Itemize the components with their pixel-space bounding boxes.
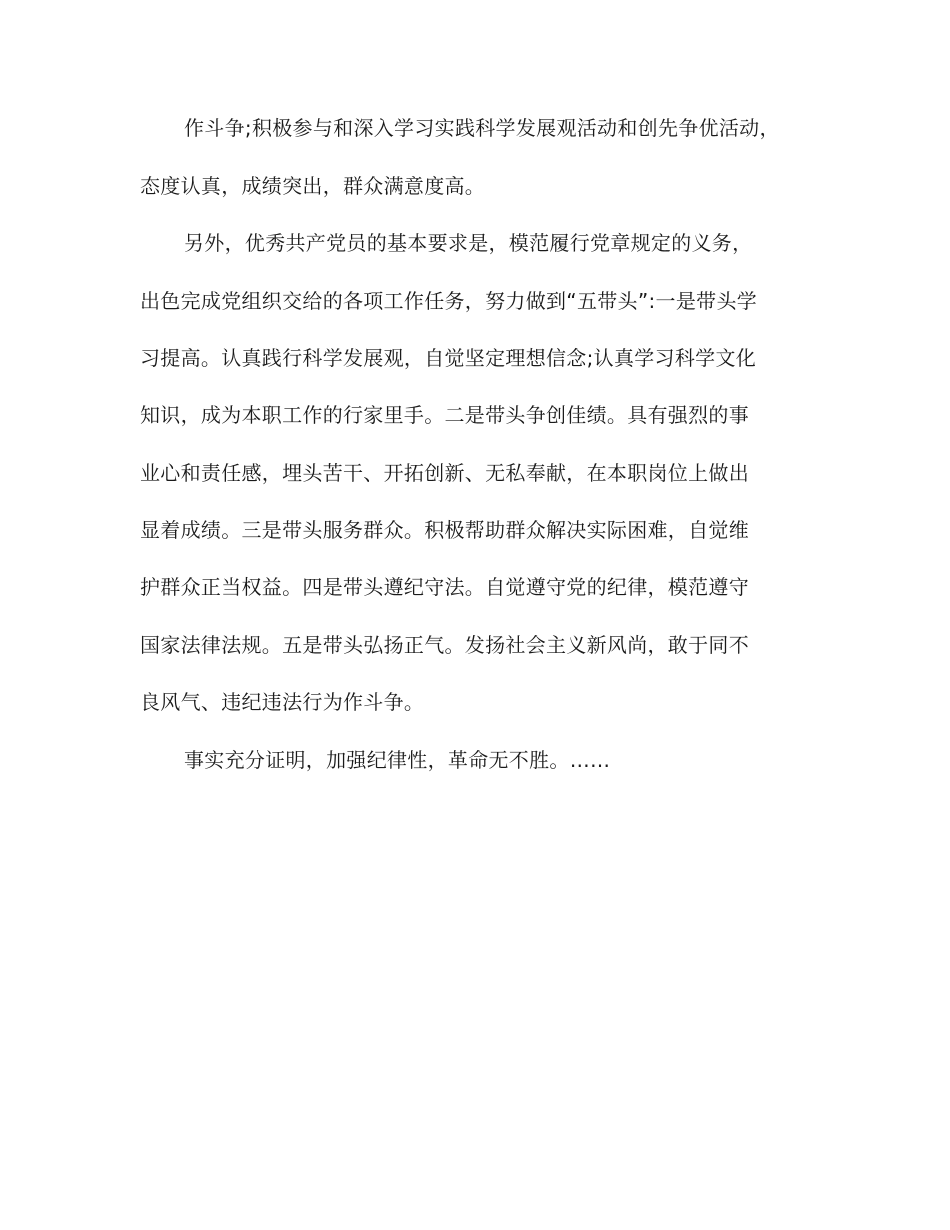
paragraph-line: 态度认真，成绩突出，群众满意度高。 <box>140 174 486 198</box>
paragraph-line: 另外，优秀共产党员的基本要求是，模范履行党章规定的义务， <box>184 231 753 255</box>
paragraph-line: 习提高。认真践行科学发展观，自觉坚定理想信念;认真学习科学文化 <box>140 346 757 370</box>
paragraph-line: 事实充分证明，加强纪律性，革命无不胜。…… <box>184 748 611 772</box>
paragraph-line: 知识，成为本职工作的行家里手。二是带头争创佳绩。具有强烈的事 <box>140 403 749 427</box>
paragraph-line: 国家法律法规。五是带头弘扬正气。发扬社会主义新风尚，敢于同不 <box>140 633 749 657</box>
paragraph-line: 业心和责任感，埋头苦干、开拓创新、无私奉献，在本职岗位上做出 <box>140 461 749 485</box>
paragraph-line: 良风气、违纪违法行为作斗争。 <box>140 690 425 714</box>
paragraph-line: 护群众正当权益。四是带头遵纪守法。自觉遵守党的纪律，模范遵守 <box>140 575 749 599</box>
paragraph-line: 显着成绩。三是带头服务群众。积极帮助群众解决实际困难，自觉维 <box>140 518 749 542</box>
paragraph-line: 出色完成党组织交给的各项工作任务，努力做到“五带头”:一是带头学 <box>140 289 758 313</box>
paragraph-line: 作斗争;积极参与和深入学习实践科学发展观活动和创先争优活动， <box>184 116 780 140</box>
